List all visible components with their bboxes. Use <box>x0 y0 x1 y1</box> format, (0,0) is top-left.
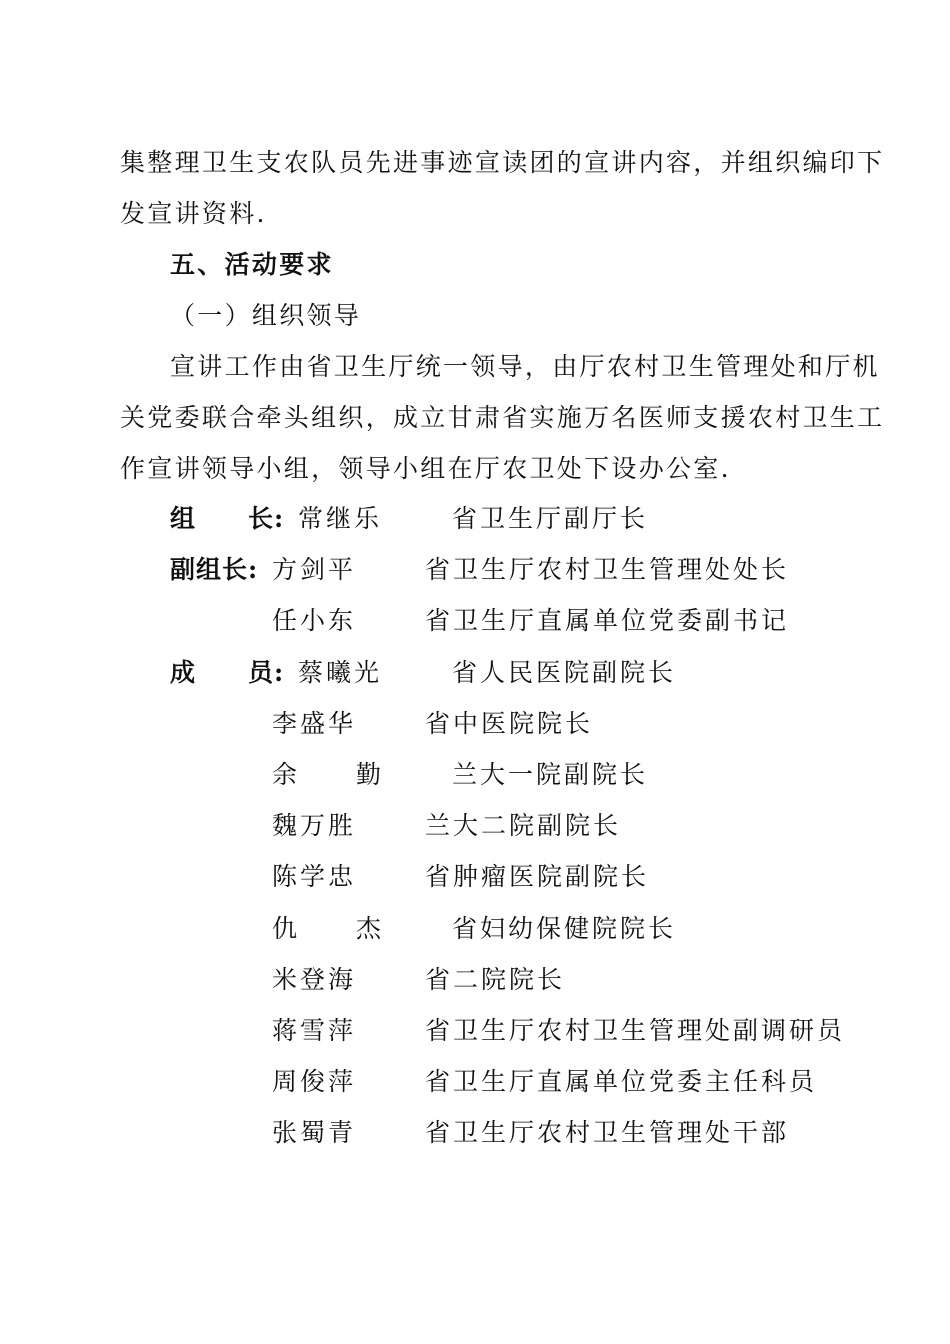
member-row <box>0 656 950 690</box>
member-title: 省卫生厅农村卫生管理处副调研员 <box>425 1016 846 1045</box>
member-name: 米登海 <box>272 965 357 994</box>
member-row <box>0 502 950 536</box>
paragraph-line-1: 宣讲工作由省卫生厅统一领导，由厅农村卫生管理处和厅机 <box>170 352 880 381</box>
member-title: 省卫生厅农村卫生管理处处长 <box>425 555 790 584</box>
member-title: 省卫生厅副厅长 <box>452 504 649 533</box>
member-row <box>0 809 950 843</box>
member-title: 省中医院院长 <box>425 709 594 738</box>
member-row <box>0 758 950 792</box>
member-title: 省卫生厅直属单位党委副书记 <box>425 606 790 635</box>
subsection-heading: （一）组织领导 <box>170 301 362 330</box>
member-name: 陈学忠 <box>272 862 357 891</box>
member-name: 余 勤 <box>272 760 385 789</box>
member-name: 蒋雪萍 <box>272 1016 357 1045</box>
member-row <box>0 1014 950 1048</box>
member-title: 省妇幼保健院院长 <box>452 914 677 943</box>
member-title: 省卫生厅农村卫生管理处干部 <box>425 1118 790 1147</box>
member-row <box>0 912 950 946</box>
member-name: 仇 杰 <box>272 914 385 943</box>
member-row <box>0 1065 950 1099</box>
paragraph-line-3: 作宣讲领导小组，领导小组在厅农卫处下设办公室. <box>120 454 731 483</box>
member-name: 魏万胜 <box>272 811 357 840</box>
paragraph-line-2: 关党委联合牵头组织，成立甘肃省实施万名医师支援农村卫生工 <box>120 403 885 432</box>
member-title: 兰大二院副院长 <box>425 811 622 840</box>
member-name: 任小东 <box>272 606 357 635</box>
member-row <box>0 963 950 997</box>
member-role: 副组长: <box>170 555 259 584</box>
member-name: 李盛华 <box>272 709 357 738</box>
member-role: 组 长: <box>170 504 285 533</box>
member-name: 常继乐 <box>298 504 383 533</box>
member-title: 省人民医院副院长 <box>452 658 677 687</box>
member-name: 方剑平 <box>272 555 357 584</box>
member-name: 张蜀青 <box>272 1118 357 1147</box>
member-row <box>0 860 950 894</box>
member-row <box>0 553 950 587</box>
member-title: 省卫生厅直属单位党委主任科员 <box>425 1067 818 1096</box>
member-role: 成 员: <box>170 658 285 687</box>
member-row <box>0 1116 950 1150</box>
member-title: 兰大一院副院长 <box>452 760 649 789</box>
paragraph-continuation-line-1: 集整理卫生支农队员先进事迹宣读团的宣讲内容，并组织编印下 <box>120 148 885 177</box>
member-name: 蔡曦光 <box>298 658 383 687</box>
member-title: 省二院院长 <box>425 965 566 994</box>
member-title: 省肿瘤医院副院长 <box>425 862 650 891</box>
section-heading: 五、活动要求 <box>170 250 334 279</box>
member-name: 周俊萍 <box>272 1067 357 1096</box>
member-row <box>0 604 950 638</box>
paragraph-continuation-line-2: 发宣讲资料. <box>120 199 267 228</box>
member-row <box>0 707 950 741</box>
